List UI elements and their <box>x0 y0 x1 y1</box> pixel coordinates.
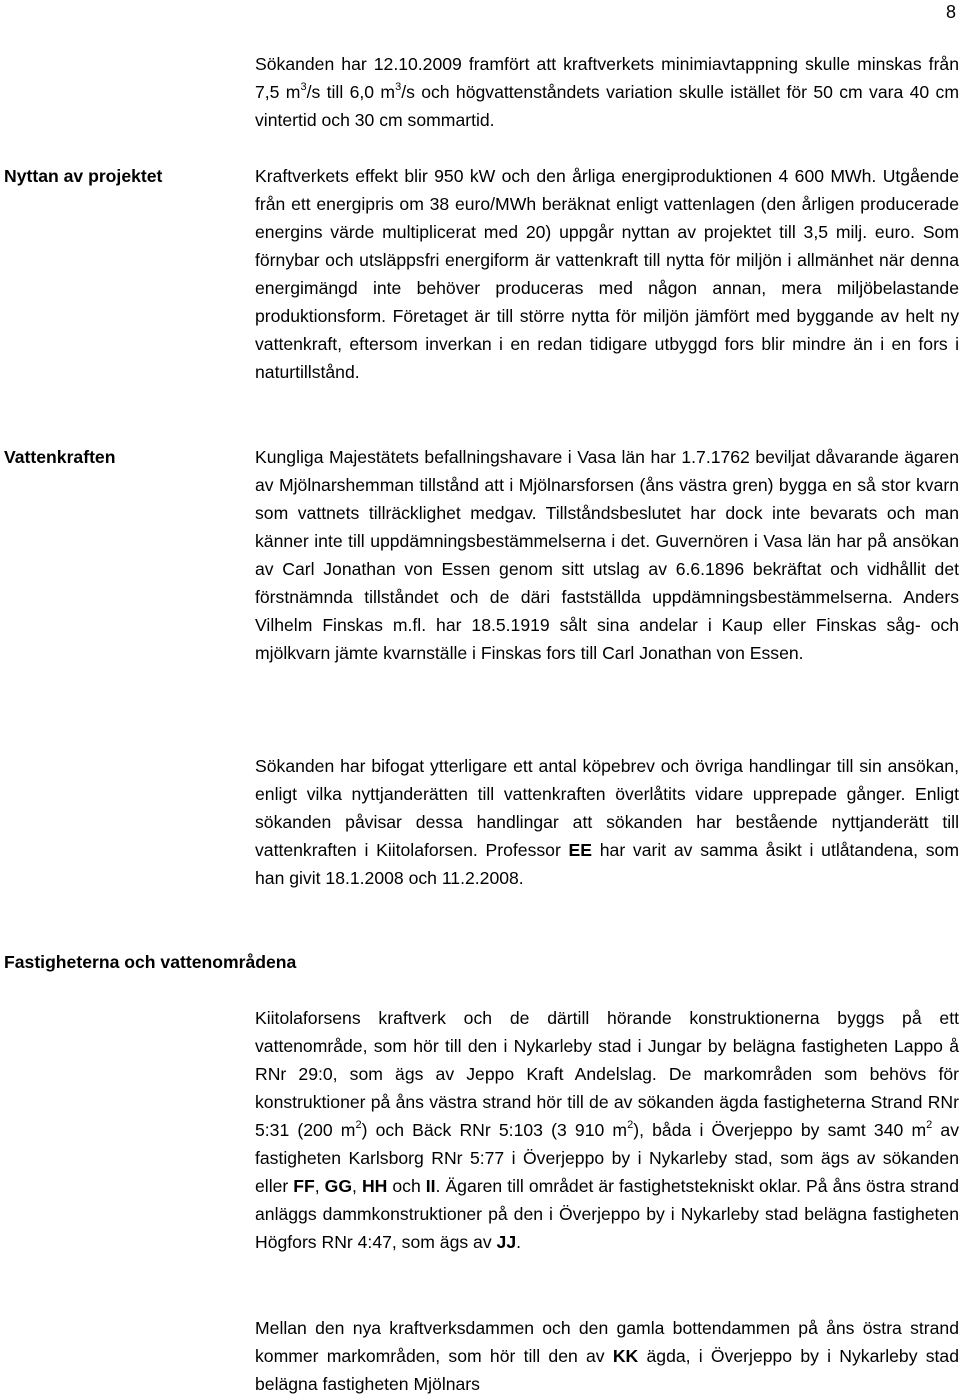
text-run: . Ägaren till området är fastighetstekniskt oklar. På åns östra strand anläggs dammkonstruktioner på den i Överjeppo by i Nykarleby stad belägna fastigheten Högfors RNr 4:47, som ägs av <box>255 1176 959 1252</box>
text-run: Mellan den nya kraftverksdammen och den gamla bottendammen på åns östra strand kommer markområden, som hör till den av <box>255 1318 959 1366</box>
bold-name: II <box>425 1176 436 1196</box>
superscript: 2 <box>926 1119 933 1132</box>
text-run: och <box>387 1176 426 1196</box>
text-run: /s till 6,0 m <box>306 82 396 102</box>
vattenkraften-paragraph-block <box>255 443 959 667</box>
nyttan-paragraph: Kraftverkets effekt blir 950 kW och den årliga energiproduktionen 4 600 MWh. Utgående från ett energipris om 38 euro/MWh beräknat enligt vattenlagen (den årligen producerade energins värde multiplicerat med 20) uppgår nyttan av projektet till 3,5 milj. euro. Som förnybar och utsläppsfri energiform är vattenkraft till nytta för miljön i allmänhet när denna energimängd inte behöver produceras med någon annan, mera miljöbelastande produktionsform. Företaget är till större nytta för miljön jämfört med byggande av helt ny vattenkraft, eftersom inverkan i en redan tidigare utbyggd fors blir mindre än i en fors i naturtillstånd. <box>255 166 959 382</box>
bold-name: FF <box>293 1176 315 1196</box>
bold-name: HH <box>361 1176 388 1196</box>
bifogat-paragraph-block <box>255 752 959 892</box>
bold-name: EE <box>568 840 593 860</box>
text-run: ägda, i Överjeppo by i Nykarleby stad belägna fastigheten Mjölnars <box>255 1346 959 1394</box>
mellan-paragraph <box>255 1314 959 1398</box>
vattenkraften-paragraph: Kungliga Majestätets befallningshavare i Vasa län har 1.7.1762 beviljat dåvarande ägaren av Mjölnarshemman tillstånd att i Mjölnarsforsen (åns västra gren) bygga en så stor kvarn som vattnets tillräcklighet medgav. Tillståndsbeslutet har dock inte bevarats och man känner inte till uppdämningsbestämmelserna i det. Guvernören i Vasa län har på ansökan av Carl Jonathan von Essen genom sitt utslag av 6.6.1896 bekräftat och vidhållit det förstnämnda tillståndet och de däri fastställda uppdämningsbestämmelserna. Anders Vilhelm Finskas m.fl. har 18.5.1919 sålt sina andelar i Kaup eller Finskas såg- och mjölkvarn jämte kvarnställe i Finskas fors till Carl Jonathan von Essen. <box>255 447 959 663</box>
text-run: , <box>352 1176 362 1196</box>
bold-name: JJ <box>496 1232 517 1252</box>
intro-paragraph-block <box>255 50 959 134</box>
text-run: har varit av samma åsikt i utlåtandena, som han givit 18.1.2008 och 11.2.2008. <box>255 840 959 888</box>
superscript: 2 <box>627 1119 634 1132</box>
page-number: 8 <box>945 2 956 22</box>
text-run: ), båda i Överjeppo by samt 340 m <box>633 1120 927 1140</box>
text-run: . <box>516 1232 521 1252</box>
mellan-paragraph-block <box>255 1314 959 1398</box>
nyttan-paragraph-block <box>255 162 959 386</box>
text-run: Sökanden har 12.10.2009 framfört att kraftverkets minimiavtappning skulle minskas från 7,5 m <box>255 54 959 102</box>
heading-fastigheterna: Fastigheterna och vattenområdena <box>4 952 297 972</box>
text-run: Kiitolaforsens kraftverk och de därtill hörande konstruktionerna byggs på ett vattenområde, som hör till den i Nykarleby stad i Jungar by belägna fastigheten Lappo å RNr 29:0, som ägs av Jeppo Kraft Andelslag. De markområden som behövs för konstruktioner på åns västra strand hör till de av sökanden ägda fastigheterna Strand RNr 5:31 (200 m <box>255 1008 959 1140</box>
heading-vattenkraften: Vattenkraften <box>4 447 116 467</box>
text-run: av fastigheten Karlsborg RNr 5:77 i Överjeppo by i Nykarleby stad, som ägs av sökanden eller <box>255 1120 959 1196</box>
superscript: 3 <box>395 81 402 94</box>
kiitola-paragraph <box>255 1004 959 1256</box>
heading-nyttan: Nyttan av projektet <box>4 166 163 186</box>
superscript: 2 <box>355 1119 362 1132</box>
bold-name: GG <box>324 1176 353 1196</box>
bifogat-paragraph <box>255 752 959 892</box>
text-run: Sökanden har bifogat ytterligare ett antal köpebrev och övriga handlingar till sin ansökan, enligt vilka nyttjanderätten till vattenkraften överlåtits vidare upprepade gånger. Enligt sökanden påvisar dessa handlingar att sökanden har bestående nyttjanderätt till vattenkraften i Kiitolaforsen. Professor <box>255 756 959 860</box>
intro-paragraph <box>255 50 959 134</box>
text-run: ) och Bäck RNr 5:103 (3 910 m <box>361 1120 628 1140</box>
text-run: , <box>314 1176 325 1196</box>
text-run: /s och högvattenståndets variation skulle istället för 50 cm vara 40 cm vintertid och 30 cm sommartid. <box>255 82 960 130</box>
superscript: 3 <box>300 81 307 94</box>
kiitola-paragraph-block <box>255 1004 959 1256</box>
bold-name: KK <box>612 1346 639 1366</box>
